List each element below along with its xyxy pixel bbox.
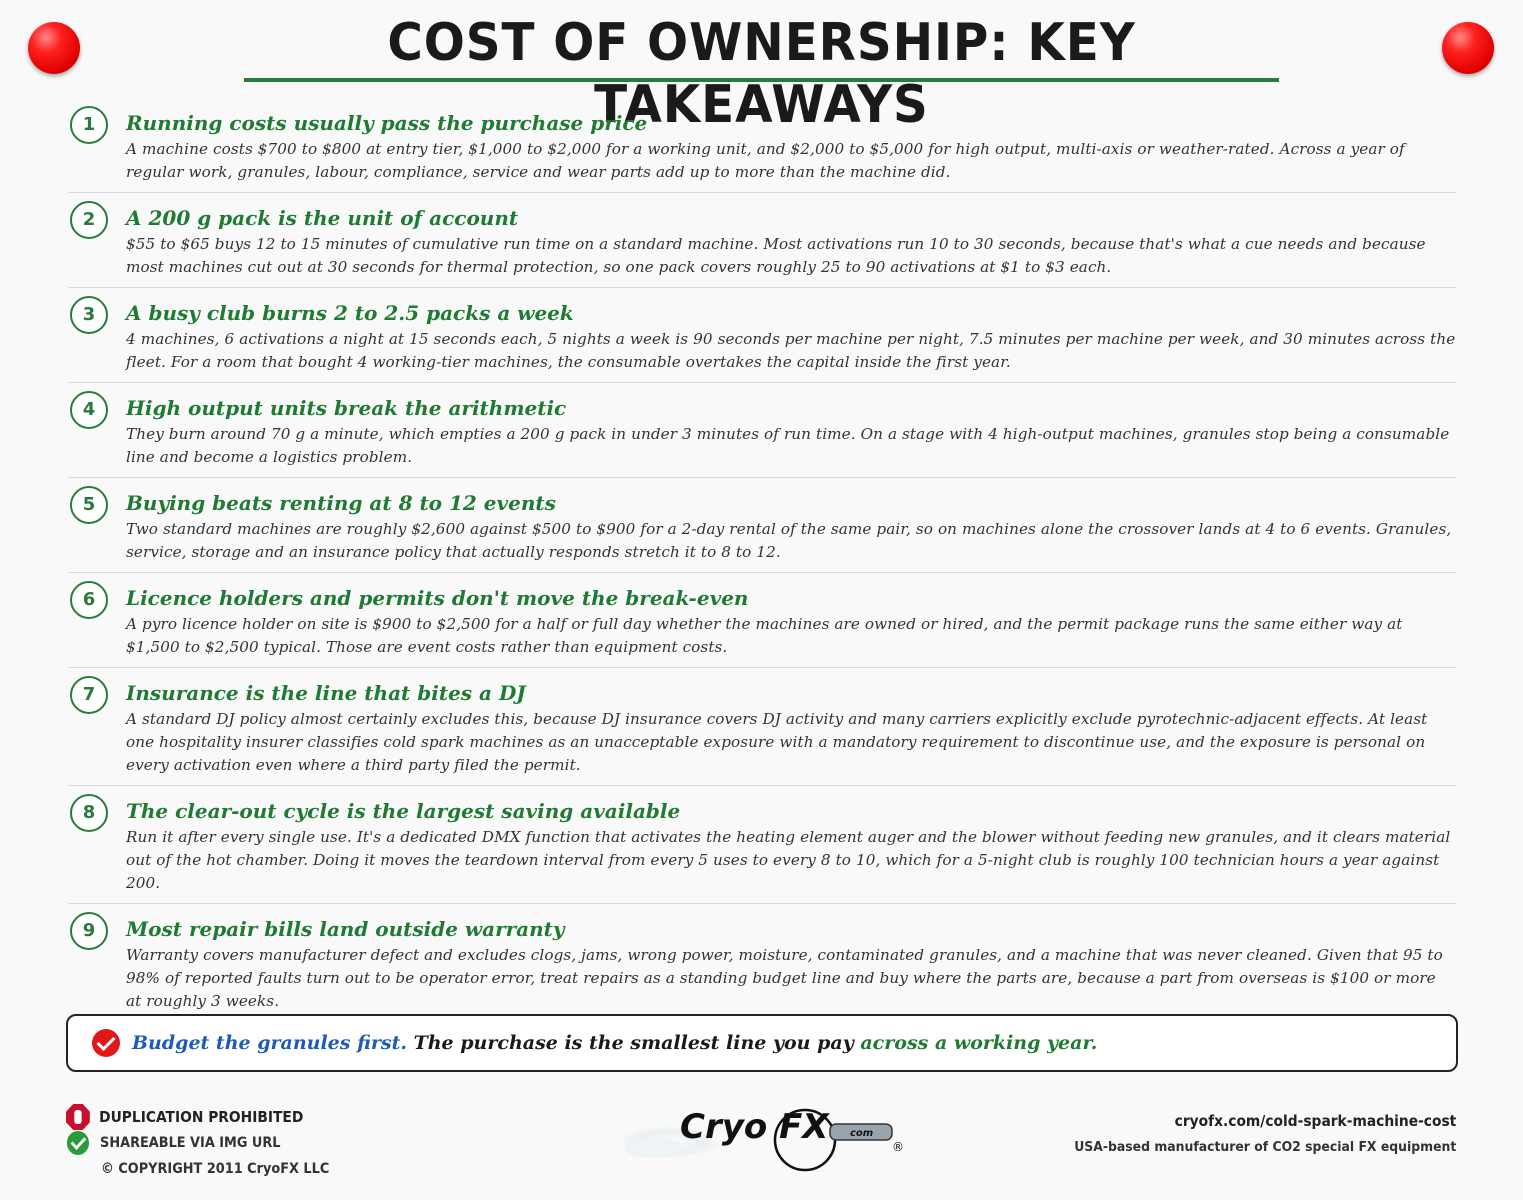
footer-brand xyxy=(1041,1108,1456,1160)
item-title: Running costs usually pass the purchase price xyxy=(126,111,648,135)
takeaway-item xyxy=(68,579,1456,668)
item-number-badge: 3 xyxy=(70,296,108,334)
item-body: 4 machines, 6 activations a night at 15 seconds each, 5 nights a week is 90 seconds per machine per night, 7.5 minutes per machine per week, and 30 minutes across the fleet. For a room that bought 4 working-tier machines, the consumable overtakes the capital inside the first year. xyxy=(126,330,1456,371)
callout-part-1: Budget the granules first. xyxy=(132,1032,407,1054)
copyright-notice xyxy=(66,1156,329,1182)
takeaway-item xyxy=(68,484,1456,573)
item-body: A machine costs $700 to $800 at entry tier, $1,000 to $2,000 for a working unit, and $2,000 to $5,000 for high output, multi-axis or weather-rated. Across a year of regular work, granules, labour, compliance, service and wear parts add up to more than the machine did. xyxy=(126,140,1405,181)
item-title: The clear-out cycle is the largest saving available xyxy=(126,799,681,823)
item-title: Insurance is the line that bites a DJ xyxy=(126,681,526,705)
takeaway-item xyxy=(68,674,1456,786)
shareable-notice xyxy=(66,1130,329,1156)
item-body: $55 to $65 buys 12 to 15 minutes of cumulative run time on a standard machine. Most activations run 10 to 30 seconds, because that's what a cue needs and because most machines cut out at 30 seconds for thermal protection, so one pack covers roughly 25 to 90 activations at $1 to $3 each. xyxy=(126,235,1426,276)
callout-text xyxy=(132,1032,1097,1054)
cryofx-logo xyxy=(620,1090,910,1180)
site-url[interactable]: cryofx.com/cold-spark-machine-cost xyxy=(1174,1112,1456,1130)
copyright-label: © COPYRIGHT 2011 CryoFX LLC xyxy=(100,1161,330,1177)
duplication-notice xyxy=(66,1104,329,1130)
item-body: A pyro licence holder on site is $900 to $2,500 for a half or full day whether the machines are owned or hired, and the permit package runs the same either way at $1,500 to $2,500 typical. Those are event costs rather than equipment costs. xyxy=(126,615,1403,656)
page-title: COST OF OWNERSHIP: KEY TAKEAWAYS xyxy=(387,13,1136,135)
item-number-badge: 4 xyxy=(70,391,108,429)
summary-callout xyxy=(66,1014,1458,1072)
takeaway-item xyxy=(68,910,1456,1021)
item-number-badge: 5 xyxy=(70,486,108,524)
svg-text:®: ® xyxy=(892,1140,904,1154)
takeaways-list xyxy=(68,104,1456,1027)
callout-part-3: across a working year. xyxy=(860,1032,1098,1054)
shareable-label: SHAREABLE VIA IMG URL xyxy=(100,1135,281,1151)
takeaway-item xyxy=(68,294,1456,383)
item-number-badge: 7 xyxy=(70,676,108,714)
item-body: Run it after every single use. It's a dedicated DMX function that activates the heating element auger and the blower without feeding new granules, and it clears material out of the hot chamber. Doing it moves the teardown interval from every 5 uses to every 8 to 10, which for a 5-night club is roughly 100 technician hours a year against 200. xyxy=(126,828,1451,892)
red-dot-right-icon xyxy=(1442,22,1494,74)
item-title: A 200 g pack is the unit of account xyxy=(126,206,519,230)
red-check-icon xyxy=(92,1029,120,1057)
takeaway-item xyxy=(68,199,1456,288)
green-check-icon xyxy=(67,1131,89,1155)
item-number-badge: 1 xyxy=(70,106,108,144)
item-title: Licence holders and permits don't move the break-even xyxy=(126,586,749,610)
svg-text:com: com xyxy=(850,1128,874,1139)
item-title: A busy club burns 2 to 2.5 packs a week xyxy=(126,301,574,325)
item-number-badge: 9 xyxy=(70,912,108,950)
item-number-badge: 2 xyxy=(70,201,108,239)
item-body: A standard DJ policy almost certainly excludes this, because DJ insurance covers DJ activity and many carriers explicitly exclude pyrotechnic-adjacent effects. At least one hospitality insurer classifies cold spark machines as an unacceptable exposure with a mandatory requirement to discontinue use, and the exposure is personal on every activation even where a third party filed the permit. xyxy=(126,710,1428,774)
item-title: High output units break the arithmetic xyxy=(126,396,567,420)
red-dot-left-icon xyxy=(28,22,80,74)
stop-hand-icon xyxy=(66,1104,90,1130)
brand-tagline: USA-based manufacturer of CO2 special FX equipment xyxy=(1073,1139,1456,1155)
item-body: They burn around 70 g a minute, which empties a 200 g pack in under 3 minutes of run time. On a stage with 4 high-output machines, granules stop being a consumable line and become a logistics problem. xyxy=(126,425,1450,466)
item-title: Buying beats renting at 8 to 12 events xyxy=(126,491,556,515)
takeaway-item xyxy=(68,792,1456,904)
item-title: Most repair bills land outside warranty xyxy=(126,917,565,941)
item-body: Warranty covers manufacturer defect and excludes clogs, jams, wrong power, moisture, contaminated granules, and a machine that was never cleaned. Given that 95 to 98% of reported faults turn out to be operator error, treat repairs as a standing budget line and buy where the parts are, because a part from overseas is $100 or more at roughly 3 weeks. xyxy=(126,946,1443,1010)
takeaway-item xyxy=(68,104,1456,193)
footer-notices xyxy=(66,1104,352,1182)
item-number-badge: 8 xyxy=(70,794,108,832)
callout-part-2: The purchase is the smallest line you pay xyxy=(413,1032,854,1054)
svg-text:Cryo FX: Cryo FX xyxy=(680,1107,829,1147)
item-number-badge: 6 xyxy=(70,581,108,619)
duplication-label: DUPLICATION PROHIBITED xyxy=(99,1108,304,1126)
takeaway-item xyxy=(68,389,1456,478)
item-body: Two standard machines are roughly $2,600 against $500 to $900 for a 2-day rental of the same pair, so on machines alone the crossover lands at 4 to 6 events. Granules, service, storage and an insurance policy that actually responds stretch it to 8 to 12. xyxy=(126,520,1452,561)
